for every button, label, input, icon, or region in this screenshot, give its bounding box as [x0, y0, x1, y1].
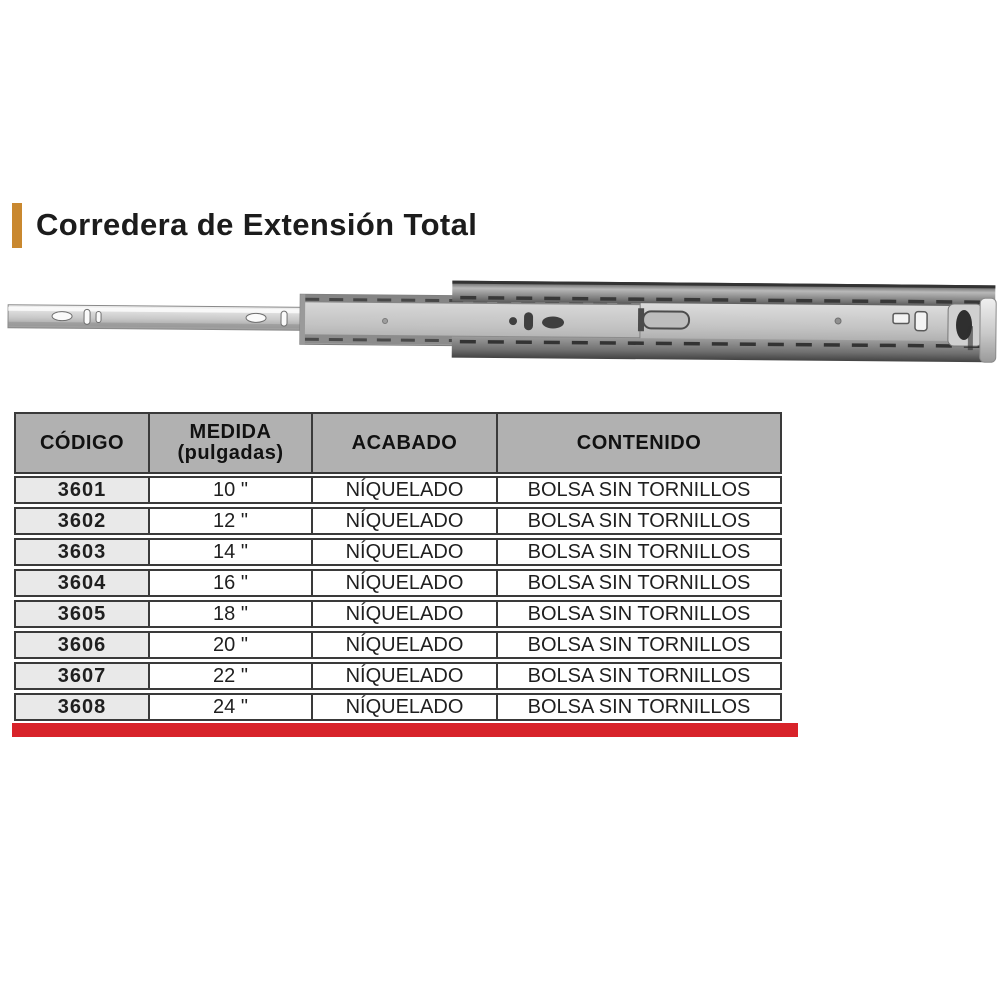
column-header-contenido — [498, 414, 780, 472]
column-header-acabado — [313, 414, 498, 472]
cell-contenido: BOLSA SIN TORNILLOS — [527, 571, 751, 594]
cell-acabado: NÍQUELADO — [313, 664, 498, 688]
table-row — [14, 476, 782, 504]
table-row — [14, 600, 782, 628]
column-header-label: CONTENIDO — [576, 431, 702, 454]
cell-contenido: BOLSA SIN TORNILLOS — [527, 602, 751, 625]
cell-contenido: BOLSA SIN TORNILLOS — [527, 509, 751, 532]
cell-contenido: BOLSA SIN TORNILLOS — [527, 664, 751, 687]
page-title: Corredera de Extensión Total — [36, 207, 478, 242]
product-table — [14, 412, 782, 737]
column-header-medida — [150, 414, 313, 472]
cell-acabado: NÍQUELADO — [313, 633, 498, 657]
column-header-sublabel: (pulgadas) — [177, 442, 284, 464]
column-header-codigo — [16, 414, 150, 472]
column-header-label: MEDIDA — [189, 421, 272, 443]
cell-contenido: BOLSA SIN TORNILLOS — [527, 633, 751, 656]
column-header-label: CÓDIGO — [39, 431, 125, 454]
table-row — [14, 569, 782, 597]
cell-medida: 24 " — [150, 695, 313, 719]
accent-bar — [12, 203, 22, 248]
cell-acabado: NÍQUELADO — [313, 509, 498, 533]
column-header-label: ACABADO — [351, 431, 458, 454]
cell-codigo: 3604 — [16, 571, 150, 595]
cell-acabado: NÍQUELADO — [313, 478, 498, 502]
cell-acabado: NÍQUELADO — [313, 602, 498, 626]
cell-medida: 14 " — [150, 540, 313, 564]
cell-medida: 16 " — [150, 571, 313, 595]
cell-codigo: 3601 — [16, 478, 150, 502]
title-block — [12, 202, 477, 248]
cell-acabado: NÍQUELADO — [313, 695, 498, 719]
cell-medida: 18 " — [150, 602, 313, 626]
cell-contenido: BOLSA SIN TORNILLOS — [527, 478, 751, 501]
cell-medida: 20 " — [150, 633, 313, 657]
cell-contenido: BOLSA SIN TORNILLOS — [527, 695, 751, 718]
table-footer-bar — [12, 723, 798, 737]
table-row — [14, 662, 782, 690]
table-header-row — [14, 412, 782, 474]
cell-codigo: 3606 — [16, 633, 150, 657]
cell-medida: 10 " — [150, 478, 313, 502]
table-body — [14, 476, 782, 721]
cell-codigo: 3608 — [16, 695, 150, 719]
cell-medida: 22 " — [150, 664, 313, 688]
cell-codigo: 3607 — [16, 664, 150, 688]
table-row — [14, 631, 782, 659]
product-photo — [0, 270, 1000, 385]
table-row — [14, 538, 782, 566]
cell-acabado: NÍQUELADO — [313, 571, 498, 595]
table-row — [14, 507, 782, 535]
cell-codigo: 3602 — [16, 509, 150, 533]
cell-codigo: 3605 — [16, 602, 150, 626]
cell-acabado: NÍQUELADO — [313, 540, 498, 564]
cell-contenido: BOLSA SIN TORNILLOS — [527, 540, 751, 563]
drawer-slide-photo — [0, 270, 1000, 385]
table-row — [14, 693, 782, 721]
cell-codigo: 3603 — [16, 540, 150, 564]
cell-medida: 12 " — [150, 509, 313, 533]
